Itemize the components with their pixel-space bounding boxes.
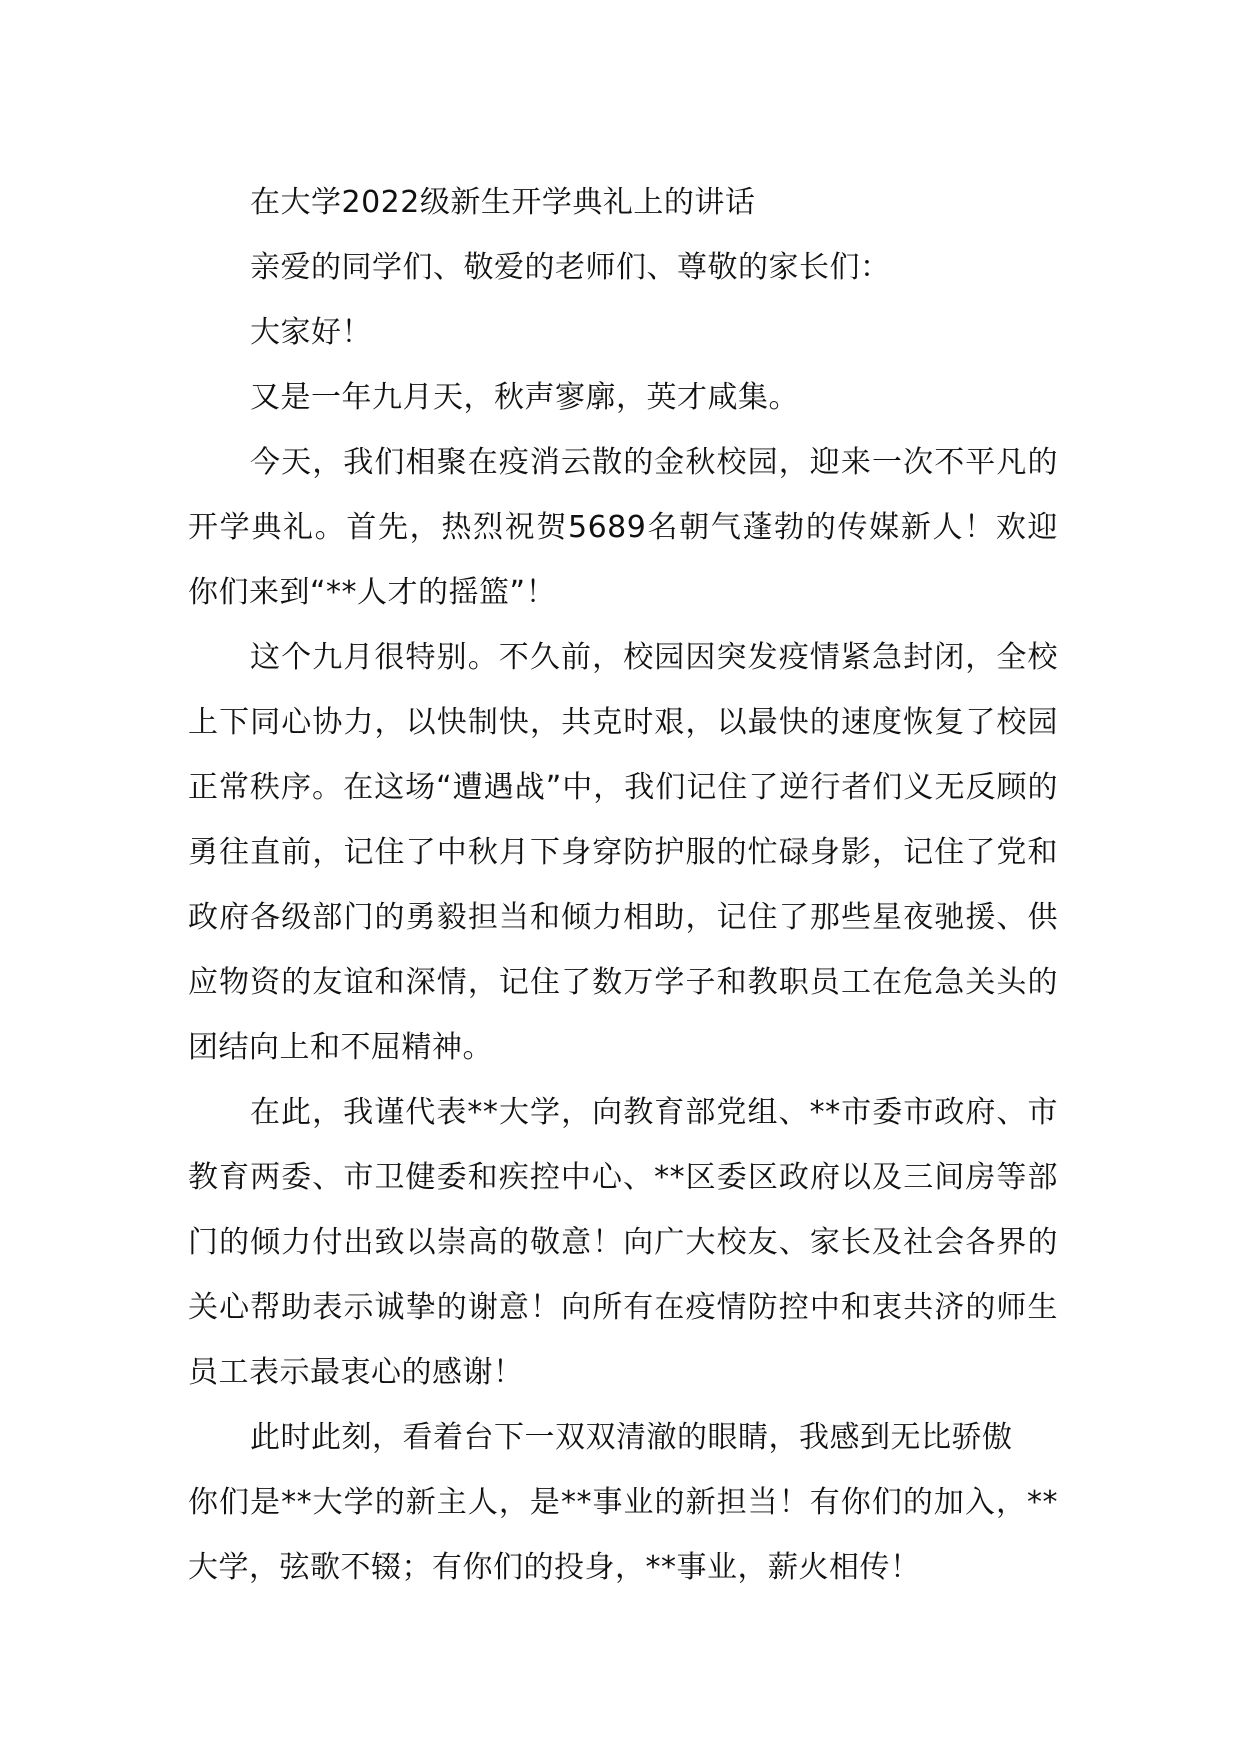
paragraph: 此时此刻，看着台下一双双清澈的眼睛，我感到无比骄傲 你们是**大学的新主人，是**事业的新担当！有你们的加入，**大学，弦歌不辍；有你们的投身，**事业，薪火相传！	[188, 1420, 1058, 1585]
paragraph: 这个九月很特别。不久前，校园因突发疫情紧急封闭，全校上下同心协力，以快制快，共克时艰，以最快的速度恢复了校园正常秩序。在这场“遭遇战”中，我们记住了逆行者们义无反顾的勇往直前，记住了中秋月下身穿防护服的忙碌身影，记住了党和政府各级部门的勇毅担当和倾力相助，记住了那些星夜驰援、供应物资的友谊和深情，记住了数万学子和教职员工在危急关头的团结向上和不屈精神。	[188, 640, 1058, 1065]
paragraph: 又是一年九月天，秋声寥廓，英才咸集。	[250, 380, 799, 415]
salutation: 亲爱的同学们、敬爱的老师们、尊敬的家长们：	[250, 250, 891, 285]
document-body	[188, 170, 1058, 1600]
paragraph: 今天，我们相聚在疫消云散的金秋校园，迎来一次不平凡的开学典礼。首先，热烈祝贺5689名朝气蓬勃的传媒新人！欢迎你们来到“**人才的摇篮”！	[188, 445, 1058, 610]
document-title: 在大学2022级新生开学典礼上的讲话	[250, 185, 756, 220]
paragraph: 在此，我谨代表**大学，向教育部党组、**市委市政府、市教育两委、市卫健委和疾控中心、**区委区政府以及三间房等部门的倾力付出致以崇高的敬意！向广大校友、家长及社会各界的关心帮助表示诚挚的谢意！向所有在疫情防控中和衷共济的师生员工表示最衷心的感谢！	[188, 1095, 1058, 1390]
greeting: 大家好！	[250, 315, 372, 350]
